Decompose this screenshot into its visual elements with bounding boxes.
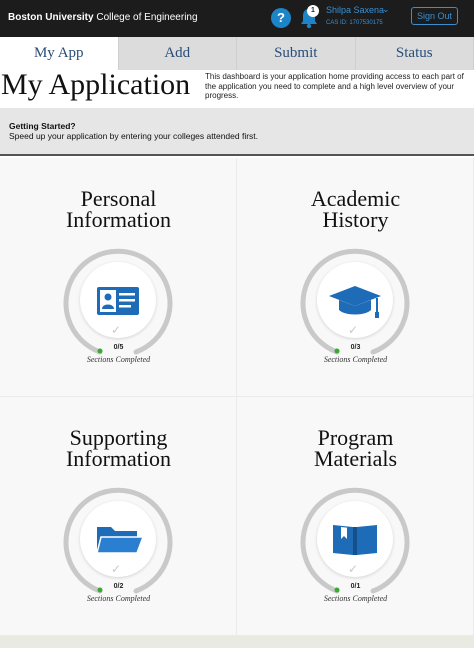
card-title: [237, 427, 474, 469]
tab-my-app[interactable]: My App: [0, 37, 119, 70]
user-name[interactable]: Shilpa Saxena: [326, 5, 385, 15]
card-title-line2: Information: [65, 446, 172, 471]
card-title: [237, 188, 474, 230]
chevron-down-icon[interactable]: ⌄: [382, 4, 390, 14]
sections-completed-label: Sections Completed: [86, 594, 151, 603]
top-bar: [0, 0, 474, 37]
banner-text: Speed up your application by entering your colleges attended first.: [9, 131, 259, 141]
intro-text: This dashboard is your application home providing access to each part of the application you need to complete and a high level overview of your progress.: [205, 72, 464, 100]
card-title: [0, 188, 237, 230]
cas-id: CAS ID: 1707530175: [326, 20, 383, 26]
card-title-line2: Materials: [313, 446, 398, 471]
card-program-materials[interactable]: [237, 397, 474, 636]
card-title-line2: Information: [65, 207, 172, 232]
card-title-line1: Personal: [80, 186, 157, 211]
notification-badge: 1: [307, 5, 319, 17]
checkmark-icon: ✓: [111, 323, 122, 337]
sections-count: 0/1: [350, 583, 361, 590]
checkmark-icon: ✓: [348, 323, 359, 337]
sections-count: 0/2: [113, 583, 124, 590]
getting-started-banner[interactable]: [0, 108, 474, 156]
sections-completed-label: Sections Completed: [323, 355, 388, 364]
sections-count: 0/5: [113, 344, 124, 351]
brand-university: Boston University: [8, 12, 94, 23]
help-button[interactable]: ?: [271, 8, 291, 28]
sign-out-button[interactable]: Sign Out: [411, 7, 458, 25]
tab-status[interactable]: Status: [356, 37, 474, 70]
sections-completed-label: Sections Completed: [86, 355, 151, 364]
banner-title: Getting Started?: [9, 121, 76, 131]
tab-add[interactable]: Add: [119, 37, 238, 70]
page-title: My Application: [1, 68, 191, 101]
card-title-line1: Academic: [310, 186, 401, 211]
card-title-line1: Supporting: [69, 425, 168, 450]
checkmark-icon: ✓: [348, 562, 359, 576]
card-title-line2: History: [322, 207, 389, 232]
sections-completed-label: Sections Completed: [323, 594, 388, 603]
brand-logo[interactable]: [8, 12, 198, 23]
card-supporting-information[interactable]: [0, 397, 237, 636]
checkmark-icon: ✓: [111, 562, 122, 576]
main-tabs: [0, 37, 474, 70]
footer-strip: [0, 636, 474, 648]
card-title-line1: Program: [317, 425, 394, 450]
card-title: [0, 427, 237, 469]
tab-submit[interactable]: Submit: [237, 37, 356, 70]
brand-college: College of Engineering: [96, 12, 198, 23]
card-personal-information[interactable]: [0, 158, 237, 397]
sections-count: 0/3: [350, 344, 361, 351]
card-academic-history[interactable]: [237, 158, 474, 397]
